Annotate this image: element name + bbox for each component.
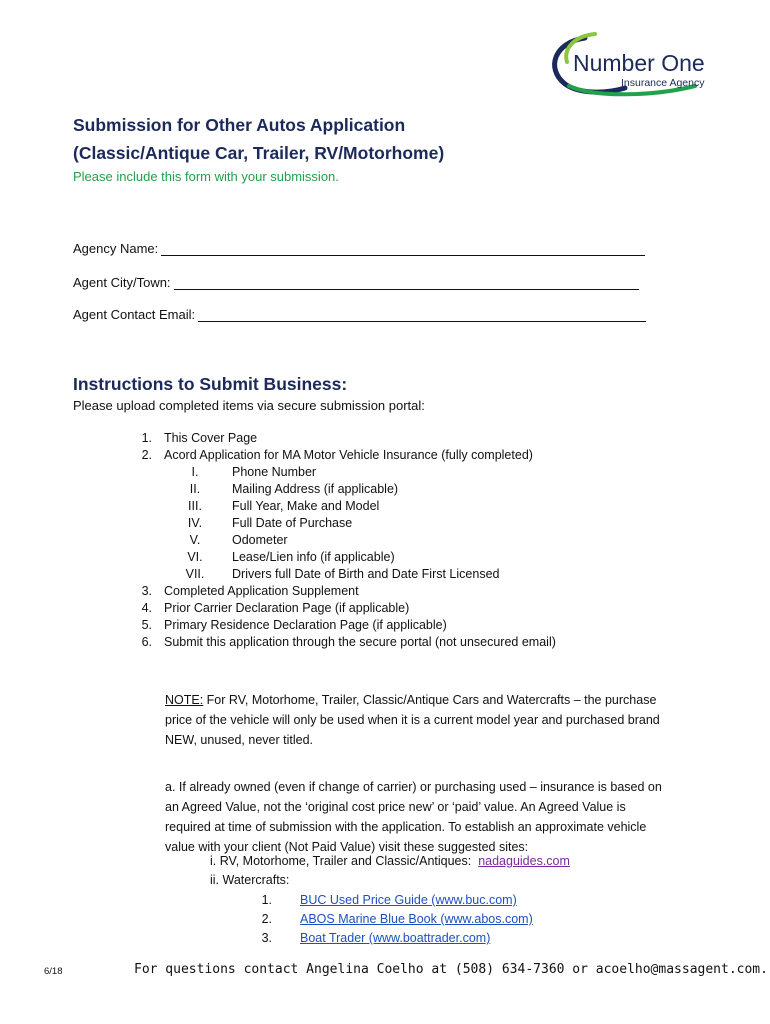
- logo-tagline: Insurance Agency: [621, 77, 705, 89]
- rv-sites-line: i. RV, Motorhome, Trailer and Classic/Antiques: nadaguides.com: [210, 854, 570, 868]
- abos-link[interactable]: ABOS Marine Blue Book (www.abos.com): [300, 912, 533, 926]
- nadaguides-link[interactable]: nadaguides.com: [478, 854, 570, 868]
- agency-name-field[interactable]: [73, 241, 645, 256]
- form-version: 6/18: [44, 966, 63, 977]
- note-label: NOTE:: [165, 693, 204, 707]
- instructions-heading: Instructions to Submit Business:: [73, 374, 348, 394]
- page-subtitle: Please include this form with your submission.: [73, 169, 339, 184]
- agency-name-label: Agency Name:: [73, 241, 159, 256]
- instructions-subheading: Please upload completed items via secure submission portal:: [73, 398, 425, 413]
- agent-city-line[interactable]: [174, 275, 639, 290]
- agent-city-label: Agent City/Town:: [73, 275, 171, 290]
- boattrader-link[interactable]: Boat Trader (www.boattrader.com): [300, 931, 491, 945]
- agent-city-field[interactable]: [73, 275, 639, 290]
- page-title-line2: (Classic/Antique Car, Trailer, RV/Motorhome): [73, 143, 445, 163]
- page-title-line1: Submission for Other Autos Application: [73, 115, 406, 135]
- agency-name-line[interactable]: [161, 241, 645, 256]
- company-logo: [545, 28, 725, 100]
- agent-email-field[interactable]: [73, 307, 646, 322]
- agent-email-line[interactable]: [198, 307, 646, 322]
- logo-name: Number One: [573, 50, 705, 76]
- agreed-value-paragraph: a. If already owned (even if change of carrier) or purchasing used – insurance is based on an Agreed Value, not the ‘original cost price new’ or ‘paid’ value. An Agreed Value is required at time of submission with the application. To establish an approximate vehicle value with your client (Not Paid Value) visit these suggested sites:: [165, 780, 662, 854]
- footer-contact: For questions contact Angelina Coelho at (508) 634-7360 or acoelho@massagent.com.: [134, 962, 768, 977]
- watercraft-line: ii. Watercrafts:: [210, 873, 290, 887]
- note-paragraph: NOTE: For RV, Motorhome, Trailer, Classic/Antique Cars and Watercrafts – the purchase price of the vehicle will only be used when it is a current model year and purchased brand NEW, unused, never titled.: [165, 693, 660, 747]
- buc-link[interactable]: BUC Used Price Guide (www.buc.com): [300, 893, 517, 907]
- agent-email-label: Agent Contact Email:: [73, 307, 196, 322]
